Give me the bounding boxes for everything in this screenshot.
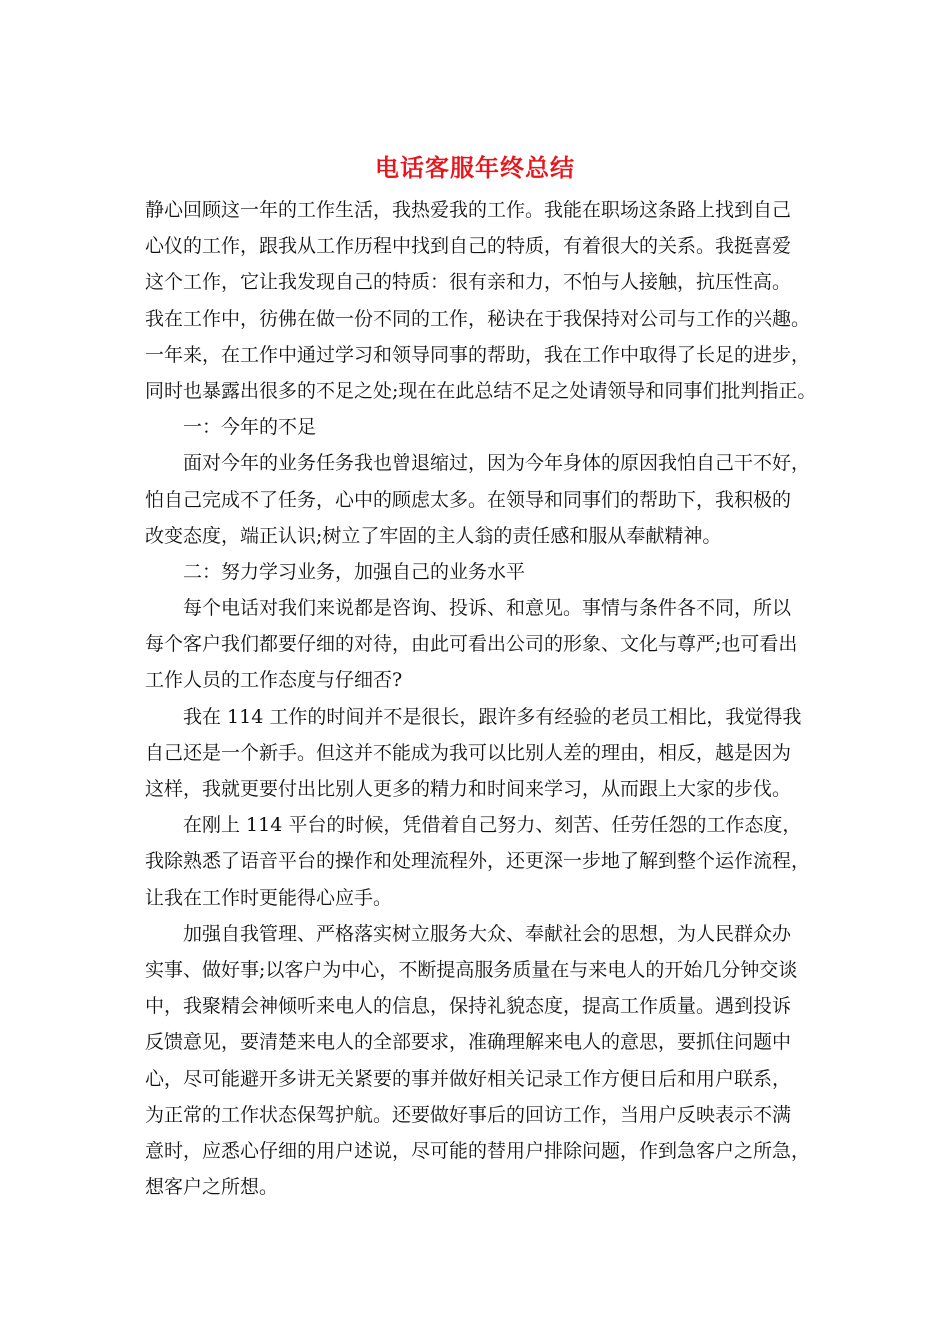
text-line: 工作人员的工作态度与仔细否?	[145, 669, 403, 692]
text-line: 我除熟悉了语音平台的操作和处理流程外，还更深一步地了解到整个运作流程，	[145, 850, 811, 873]
text-line: 每个客户我们都要仔细的对待，由此可看出公司的形象、文化与尊严;也可看出	[145, 633, 798, 656]
text-line: 实事、做好事;以客户为中心，不断提高服务质量在与来电人的开始几分钟交谈	[145, 958, 798, 981]
text-line: 心仪的工作，跟我从工作历程中找到自己的特质，有着很大的关系。我挺喜爱	[145, 235, 792, 258]
text-line: 同时也暴露出很多的不足之处;现在在此总结不足之处请领导和同事们批判指正。	[145, 379, 817, 402]
text-line: 每个电话对我们来说都是咨询、投诉、和意见。事情与条件各不同，所以	[183, 597, 792, 620]
text-line: 这样，我就更要付出比别人更多的精力和时间来学习，从而跟上大家的步伐。	[145, 778, 792, 800]
text-line: 为正常的工作状态保驾护航。还要做好事后的回访工作，当用户反映表示不满	[145, 1103, 792, 1126]
text-line: 心，尽可能避开多讲无关紧要的事并做好相关记录工作方便日后和用户联系，	[145, 1067, 792, 1090]
text-line: 二：努力学习业务，加强自己的业务水平	[183, 560, 526, 583]
text-line: 加强自我管理、严格落实树立服务大众、奉献社会的思想，为人民群众办	[183, 922, 792, 945]
text-line: 我在工作中，彷佛在做一份不同的工作，秘诀在于我保持对公司与工作的兴趣。	[145, 307, 811, 330]
text-line: 让我在工作时更能得心应手。	[145, 886, 393, 909]
text-line: 面对今年的业务任务我也曾退缩过，因为今年身体的原因我怕自己干不好，	[183, 452, 811, 475]
text-line: 自己还是一个新手。但这并不能成为我可以比别人差的理由，相反，越是因为	[145, 741, 792, 764]
text-line: 一：今年的不足	[183, 416, 317, 439]
text-line: 怕自己完成不了任务，心中的顾虑太多。在领导和同事们的帮助下，我积极的	[145, 488, 792, 511]
text-line: 一年来，在工作中通过学习和领导同事的帮助，我在工作中取得了长足的进步，	[145, 343, 811, 366]
document-title: 电话客服年终总结	[375, 153, 575, 182]
text-line: 这个工作，它让我发现自己的特质：很有亲和力，不怕与人接触，抗压性高。	[145, 271, 792, 294]
text-line: 想客户之所想。	[145, 1176, 279, 1199]
text-line: 在刚上 114 平台的时候，凭借着自己努力、刻苦、任劳任怨的工作态度，	[183, 814, 802, 837]
text-line: 中，我聚精会神倾听来电人的信息，保持礼貌态度，提高工作质量。遇到投诉	[145, 995, 792, 1018]
text-line: 我在 114 工作的时间并不是很长，跟许多有经验的老员工相比，我觉得我	[183, 705, 802, 728]
document-body	[145, 192, 825, 1205]
text-line: 意时，应悉心仔细的用户述说，尽可能的替用户排除问题，作到急客户之所急，	[145, 1139, 811, 1162]
text-line: 静心回顾这一年的工作生活，我热爱我的工作。我能在职场这条路上找到自己	[145, 199, 792, 221]
text-line: 反馈意见，要清楚来电人的全部要求，准确理解来电人的意思，要抓住问题中	[145, 1031, 792, 1054]
text-line: 改变态度，端正认识;树立了牢固的主人翁的责任感和服从奉献精神。	[145, 524, 722, 547]
